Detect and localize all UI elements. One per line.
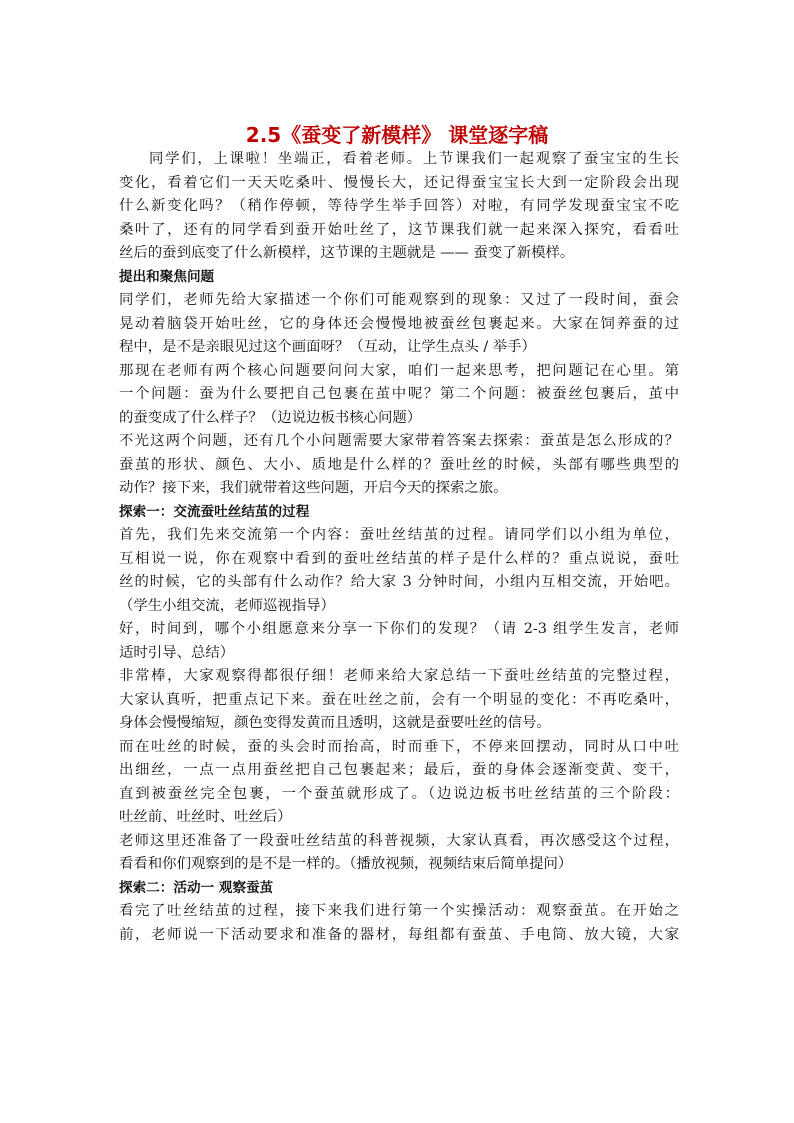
text-line: （学生小组交流，老师巡视指导）: [119, 597, 335, 614]
section-heading: 提出和聚焦问题: [119, 268, 215, 285]
text-line: 吐丝前、吐丝时、吐丝后）: [119, 809, 292, 825]
text-line: 前，老师说一下活动要求和准备的器材，每组都有蚕茧、手电筒、放大镜，大家: [119, 926, 679, 943]
text-line: 互相说一说，你在观察中看到的蚕吐丝结茧的样子是什么样的？重点说说，蚕吐: [119, 550, 679, 567]
section-heading: 探索一：交流蚕吐丝结茧的过程: [119, 503, 310, 520]
text-line: 动作？接下来，我们就带着这些问题，开启今天的探索之旅。: [119, 480, 508, 496]
text-line: 出细丝，一点一点用蚕丝把自己包裹起来；最后，蚕的身体会逐渐变黄、变干，: [119, 762, 679, 778]
text-line: 丝的时候，它的头部有什么动作？给大家 3 分钟时间，小组内互相交流，开始吧。: [119, 574, 679, 590]
document-body: [119, 148, 679, 947]
text-line: 同学们，老师先给大家描述一个你们可能观察到的现象：又过了一段时间，蚕会: [119, 292, 679, 308]
text-line: 直到被蚕丝完全包裹，一个蚕茧就形成了。（边说边板书吐丝结茧的三个阶段：: [119, 785, 679, 802]
text-line: 不光这两个问题，还有几个小问题需要大家带着答案去探索：蚕茧是怎么形成的？: [119, 433, 679, 449]
text-line: 变化，看着它们一天天吃桑叶、慢慢长大，还记得蚕宝宝长大到一定阶段会出现: [119, 174, 679, 191]
text-line: 适时引导、总结）: [119, 644, 235, 661]
text-line: 丝后的蚕到底变了什么新模样，这节课的主题就是 —— 蚕变了新模样。: [119, 245, 575, 261]
text-line: 那现在老师有两个核心问题要问问大家，咱们一起来思考，把问题记在心里。第: [119, 362, 679, 379]
text-line: 看完了吐丝结茧的过程，接下来我们进行第一个实操活动：观察蚕茧。在开始之: [119, 903, 679, 919]
text-line: 首先，我们先来交流第一个内容：蚕吐丝结茧的过程。请同学们以小组为单位，: [119, 527, 679, 543]
text-line: 的蚕变成了什么样子？（边说边板书核心问题）: [119, 409, 422, 426]
text-line: 看看和你们观察到的是不是一样的。（播放视频，视频结束后简单提问）: [119, 856, 573, 872]
text-line: 身体会慢慢缩短，颜色变得发黄而且透明，这就是蚕要吐丝的信号。: [119, 715, 551, 731]
text-line: 而在吐丝的时候，蚕的头会时而抬高，时而垂下，不停来回摆动，同时从口中吐: [119, 738, 679, 755]
text-line: 非常棒，大家观察得都很仔细！老师来给大家总结一下蚕吐丝结茧的完整过程，: [119, 668, 679, 684]
text-line: 什么新变化吗？（稍作停顿，等待学生举手回答）对啦，有同学发现蚕宝宝不吃: [119, 198, 679, 214]
text-line: 老师这里还准备了一段蚕吐丝结茧的科普视频，大家认真看，再次感受这个过程，: [119, 832, 679, 849]
text-line: 桑叶了，还有的同学看到蚕开始吐丝了，这节课我们就一起来深入探究，看看吐: [119, 221, 679, 238]
text-line: 一个问题：蚕为什么要把自己包裹在茧中呢？第二个问题：被蚕丝包裹后，茧中: [119, 386, 679, 402]
text-line: 好，时间到，哪个小组愿意来分享一下你们的发现？（请 2-3 组学生发言，老师: [119, 621, 679, 637]
document-title: 2.5《蚕变了新模样》 课堂逐字稿: [245, 123, 549, 147]
text-line: 程中，是不是亲眼见过这个画面呀？（互动，让学生点头 / 举手）: [119, 339, 536, 355]
text-line: 蚕茧的形状、颜色、大小、质地是什么样的？蚕吐丝的时候，头部有哪些典型的: [119, 456, 679, 473]
text-line: 晃动着脑袋开始吐丝，它的身体还会慢慢地被蚕丝包裹起来。大家在饲养蚕的过: [119, 315, 679, 332]
text-line: 大家认真听，把重点记下来。蚕在吐丝之前，会有一个明显的变化：不再吃桑叶，: [119, 691, 679, 708]
section-heading: 探索二：活动一 观察蚕茧: [119, 879, 274, 896]
text-line: 同学们，上课啦！坐端正，看着老师。上节课我们一起观察了蚕宝宝的生长: [149, 151, 679, 167]
